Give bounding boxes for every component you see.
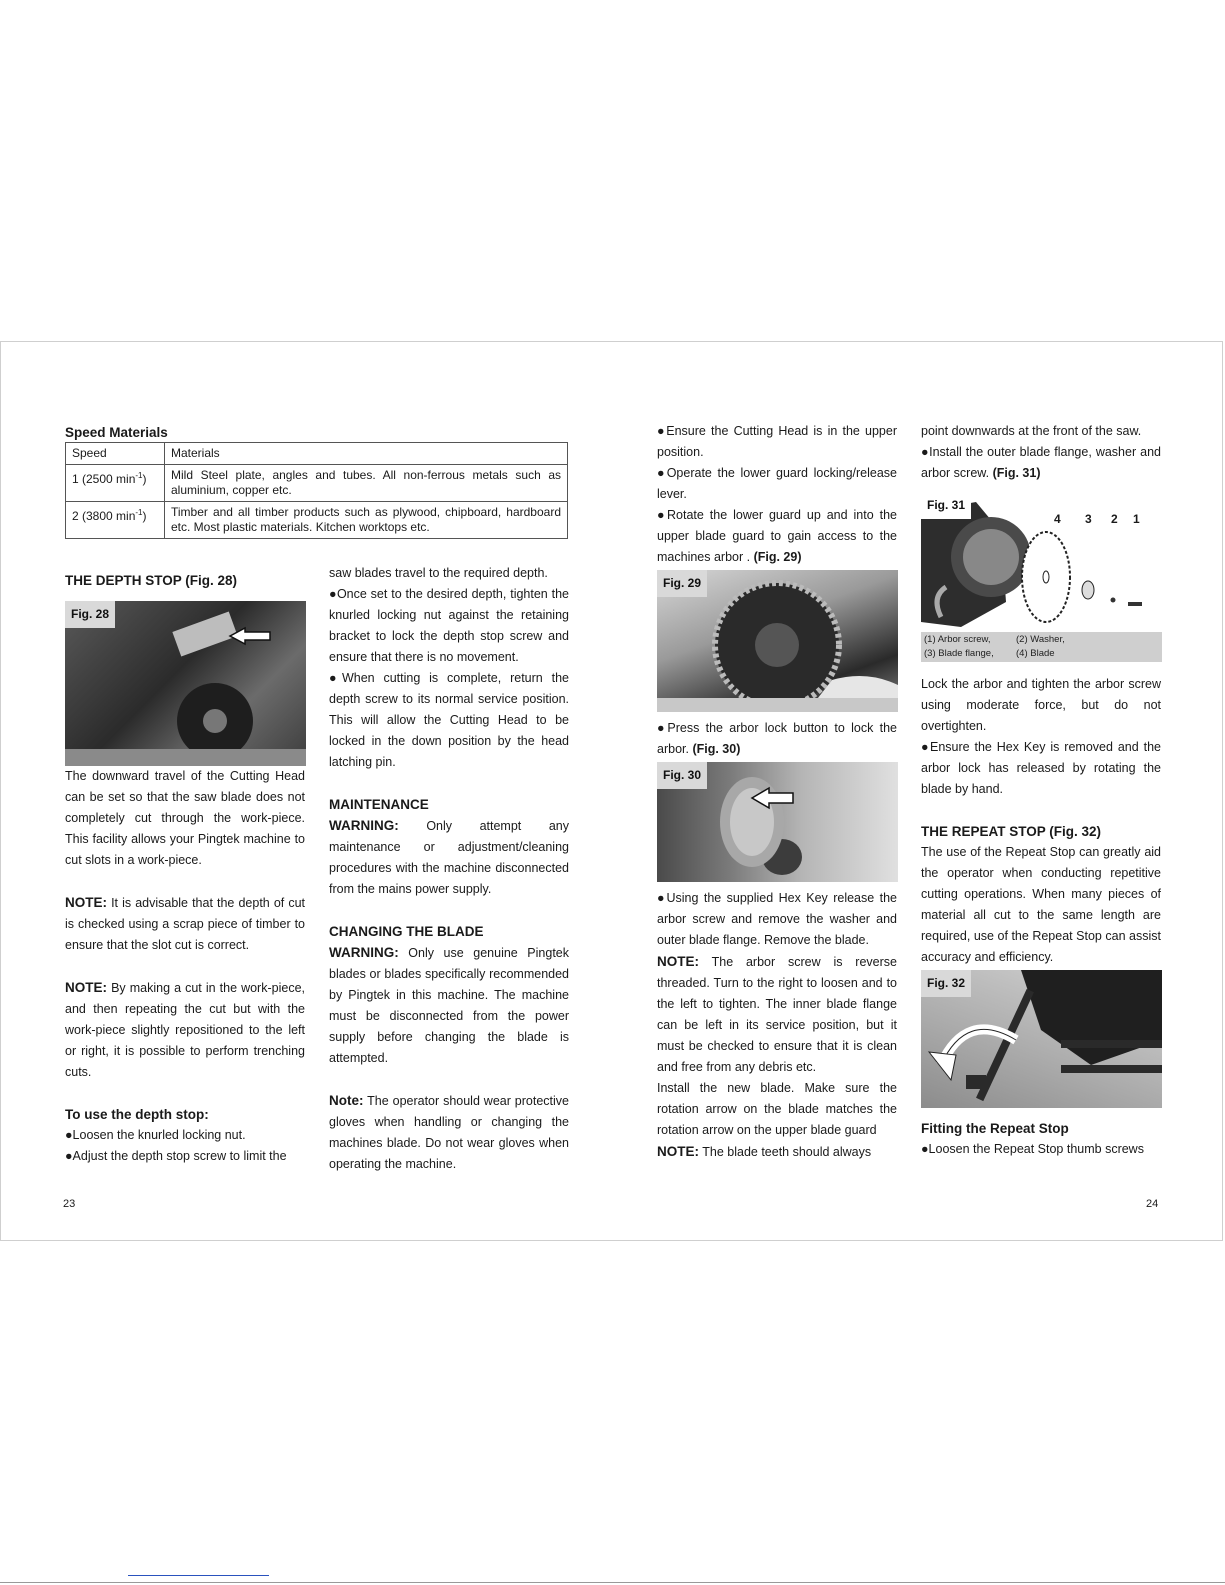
caption-item: (1) Arbor screw, (924, 634, 991, 645)
note-text: The arbor screw is reverse threaded. Turn to the right to loosen and to the left to tighten. The inner blade flange can be left in its service position, but it must be checked to ensure that it is clean and free from any debris etc. (657, 955, 897, 1074)
bullet-adjust-screw: ●Adjust the depth stop screw to limit the (65, 1149, 287, 1163)
warning-text: Only attempt any maintenance or adjustment/cleaning procedures with the machine disconnected from the mains power supply. (329, 819, 569, 896)
link-underline[interactable] (128, 1575, 269, 1576)
note-label: Note: (329, 1093, 364, 1108)
table-row (66, 502, 568, 539)
materials-cell: Mild Steel plate, angles and tubes. All non-ferrous metals such as aluminium, copper etc. (165, 465, 568, 502)
note-label: NOTE: (657, 954, 699, 969)
fig30-label: Fig. 30 (657, 762, 707, 789)
bullet-text: ●Rotate the lower guard up and into the upper blade guard to gain access to the machines arbor . (657, 508, 897, 564)
bullet-loosen-nut: ●Loosen the knurled locking nut. (65, 1128, 246, 1142)
note-label: NOTE: (657, 1144, 699, 1159)
bullet-text: ●Press the arbor lock button to lock the arbor. (657, 721, 897, 756)
fitting-repeat-stop-heading: Fitting the Repeat Stop (921, 1121, 1069, 1136)
part-number: 3 (1085, 512, 1092, 526)
warning-label: WARNING: (329, 818, 399, 833)
speed-cell (66, 502, 165, 539)
bullet-arbor-lock (657, 718, 897, 760)
bullet-install-flange (921, 442, 1161, 484)
bullet-remove-hex-key: ●Ensure the Hex Key is removed and the arbor lock has released by rotating the blade by hand. (921, 740, 1161, 796)
fig29-label: Fig. 29 (657, 570, 707, 597)
warning-text: Only use genuine Pingtek blades or blades specifically recommended by Pingtek in this machine. The machine must be disconnected from the power supply before changing the blade is attempted. (329, 946, 569, 1065)
bullet-text: ●Install the outer blade flange, washer and arbor screw. (921, 445, 1161, 480)
speed-materials-table (65, 442, 568, 539)
bullet-cutting-head-up: ●Ensure the Cutting Head is in the upper position. (657, 424, 897, 459)
bullet-hex-key: ●Using the supplied Hex Key release the arbor screw and remove the washer and outer blade flange. Remove the blade. (657, 891, 897, 947)
repeat-stop-intro: The use of the Repeat Stop can greatly aid the operator when conducting repetitive cutting operations. When many pieces of material all cut to the same length are required, use of the Repeat Stop can assist accuracy and efficiency. (921, 845, 1161, 964)
use-depth-stop-heading: To use the depth stop: (65, 1107, 209, 1122)
speed-value: 1 (2500 min (72, 472, 136, 486)
figure-29 (657, 570, 898, 712)
header-materials: Materials (165, 443, 568, 465)
note-depth-check (65, 892, 305, 956)
fig31-part-numbers (1054, 509, 1140, 530)
bullet-loosen-thumb-screws: ●Loosen the Repeat Stop thumb screws (921, 1142, 1144, 1156)
column-4 (921, 421, 1161, 1160)
fig28-label: Fig. 28 (65, 601, 115, 628)
depth-continued: saw blades travel to the required depth. (329, 566, 548, 580)
bullet-return-screw: ●When cutting is complete, return the depth screw to its normal service position. This will allow the Cutting Head to be locked in the down position by the head latching pin. (329, 671, 569, 769)
part-number: 1 (1133, 512, 1140, 526)
blade-warning (329, 942, 569, 1069)
materials-cell: Timber and all timber products such as plywood, chipboard, hardboard etc. Most plastic materials. Kitchen worktops etc. (165, 502, 568, 539)
note-blade-teeth (657, 1141, 897, 1163)
header-speed: Speed (66, 443, 165, 465)
fig-ref: (Fig. 31) (992, 466, 1041, 480)
note-text: It is advisable that the depth of cut is checked using a scrap piece of timber to ensure that the slot cut is correct. (65, 896, 305, 952)
tighten-arbor-screw: Lock the arbor and tighten the arbor screw using moderate force, but do not overtighten. (921, 677, 1161, 733)
speed-close: ) (142, 509, 147, 523)
fig31-label: Fig. 31 (921, 492, 971, 519)
fig31-caption (921, 632, 1162, 662)
speed-cell (66, 465, 165, 502)
table-title: Speed Materials (65, 425, 168, 440)
figure-31 (921, 492, 1162, 662)
bullet-tighten-nut: ●Once set to the desired depth, tighten the knurled locking nut against the retaining bracket to lock the depth stop screw and ensure that there is no movement. (329, 587, 569, 664)
warning-label: WARNING: (329, 945, 399, 960)
depth-stop-heading: THE DEPTH STOP (Fig. 28) (65, 573, 238, 588)
figure-30 (657, 762, 898, 882)
depth-stop-intro: The downward travel of the Cutting Head can be set so that the saw blade does not completely cut through the work-piece. This facility allows your Pingtek machine to cut slots in a work-piece. (65, 769, 305, 867)
caption-item: (4) Blade (1016, 648, 1055, 659)
page-number-left: 23 (63, 1198, 76, 1210)
part-number: 2 (1111, 512, 1118, 526)
changing-blade-heading: CHANGING THE BLADE (329, 924, 484, 939)
column-3 (657, 421, 897, 1163)
bullet-rotate-guard (657, 505, 897, 568)
fig32-label: Fig. 32 (921, 970, 971, 997)
page-number-right: 24 (1146, 1198, 1159, 1210)
figure-32 (921, 970, 1162, 1108)
speed-exponent: -1 (135, 471, 143, 480)
note-text: By making a cut in the work-piece, and then repeating the cut but with the work-piece slightly repositioned to the left or right, it is possible to perform trenching cuts. (65, 981, 305, 1079)
bottom-divider (0, 1582, 1225, 1583)
figure-28 (65, 601, 306, 766)
speed-exponent: -1 (135, 508, 143, 517)
install-new-blade: Install the new blade. Make sure the rotation arrow on the blade matches the rotation arrow on the upper blade guard (657, 1081, 897, 1137)
caption-item: (2) Washer, (1016, 634, 1065, 645)
note-text: The operator should wear protective gloves when handling or changing the machines blade. Do not wear gloves when operating the machine. (329, 1094, 569, 1171)
caption-item: (3) Blade flange, (924, 648, 994, 659)
part-number: 4 (1054, 512, 1061, 526)
repeat-stop-heading: THE REPEAT STOP (Fig. 32) (921, 824, 1102, 839)
column-2 (329, 563, 569, 1175)
note-label: NOTE: (65, 895, 107, 910)
note-reverse-thread (657, 951, 897, 1078)
teeth-continued: point downwards at the front of the saw. (921, 424, 1142, 438)
bullet-guard-lever: ●Operate the lower guard locking/release lever. (657, 466, 897, 501)
maintenance-warning (329, 815, 569, 900)
table-row (66, 465, 568, 502)
speed-value: 2 (3800 min (72, 509, 136, 523)
speed-close: ) (142, 472, 147, 486)
note-label: NOTE: (65, 980, 107, 995)
gloves-note (329, 1090, 569, 1175)
fig-ref: (Fig. 30) (692, 742, 741, 756)
fig-ref: (Fig. 29) (753, 550, 802, 564)
maintenance-heading: MAINTENANCE (329, 797, 429, 812)
table-header-row (66, 443, 568, 465)
note-text: The blade teeth should always (699, 1145, 872, 1159)
column-1 (65, 565, 305, 1167)
note-trenching (65, 977, 305, 1083)
